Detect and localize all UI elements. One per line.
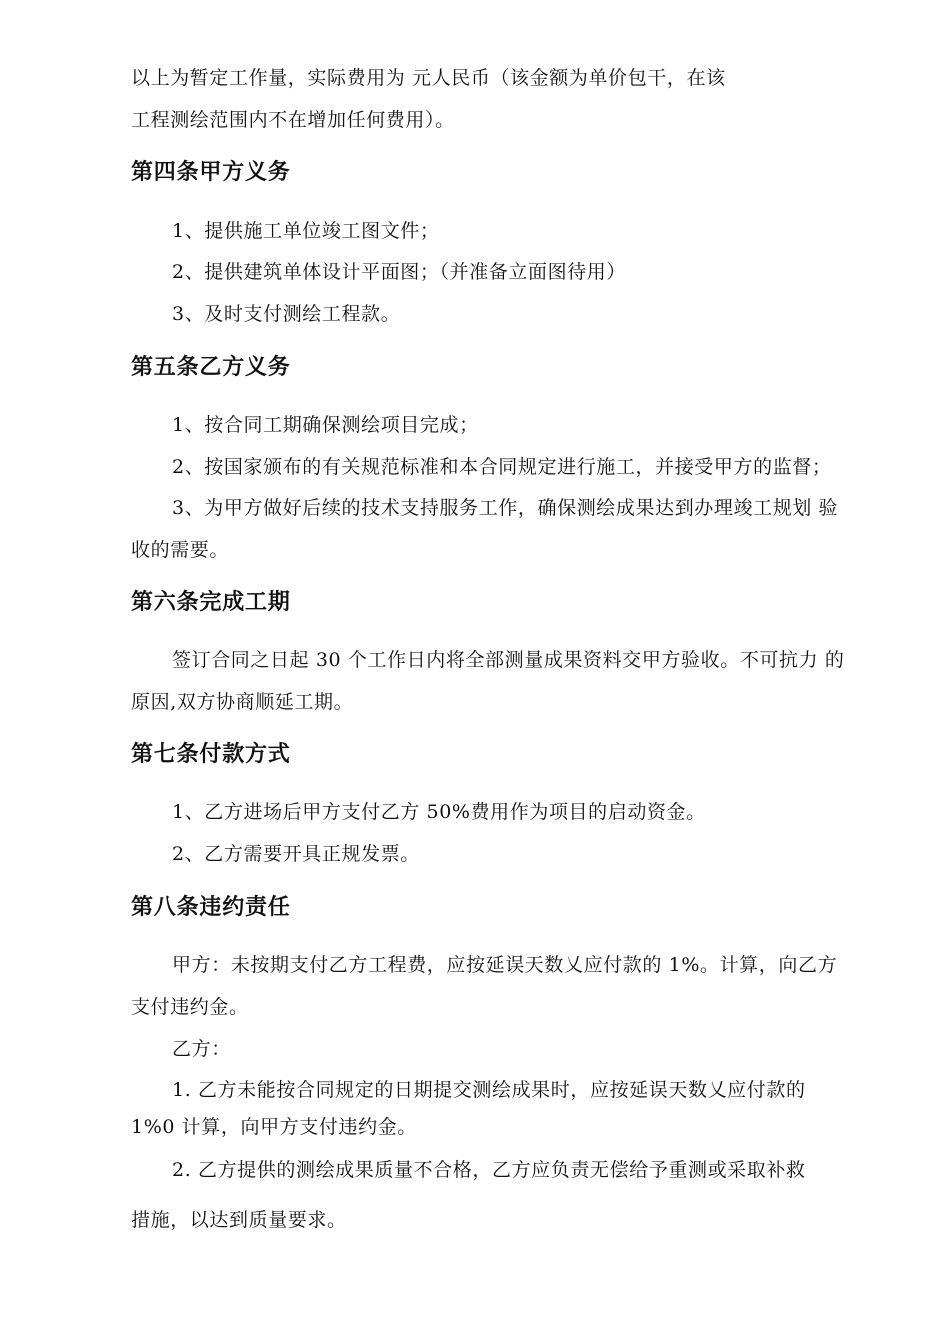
article-8-line-3: 乙方： xyxy=(172,1038,231,1060)
intro-line-2: 工程测绘范围内不在增加任何费用）。 xyxy=(131,109,455,131)
article-8-line-4: 1. 乙方未能按合同规定的日期提交测绘成果时，应按延误天数乂应付款的 xyxy=(172,1079,806,1101)
article-5-item-3-cont: 收的需要。 xyxy=(131,539,230,561)
intro-line-1: 以上为暂定工作量，实际费用为 元人民币（该金额为单价包干，在该 xyxy=(131,67,726,89)
article-8-line-2: 支付违约金。 xyxy=(131,996,249,1018)
article-5-item-1: 1、按合同工期确保测绘项目完成； xyxy=(172,414,479,436)
article-8-heading: 第八条违约责任 xyxy=(131,895,291,920)
article-6-line-2: 原因,双方协商顺延工期。 xyxy=(131,691,354,713)
article-7-item-2: 2、乙方需要开具正规发票。 xyxy=(172,843,420,865)
article-4-item-1: 1、提供施工单位竣工图文件； xyxy=(172,220,440,242)
article-8-line-5: 1%0 计算，向甲方支付违约金。 xyxy=(131,1116,417,1138)
article-6-heading: 第六条完成工期 xyxy=(131,590,291,615)
article-8-line-1: 甲方：未按期支付乙方工程费，应按延误天数乂应付款的 1%。计算，向乙方 xyxy=(172,954,838,976)
article-5-item-3: 3、为甲方做好后续的技术支持服务工作，确保测绘成果达到办理竣工规划 验 xyxy=(172,497,839,519)
article-4-item-3: 3、及时支付测绘工程款。 xyxy=(172,303,401,325)
article-5-item-2: 2、按国家颁布的有关规范标准和本合同规定进行施工，并接受甲方的监督； xyxy=(172,456,832,478)
article-8-line-7: 措施，以达到质量要求。 xyxy=(131,1209,347,1231)
article-4-item-2: 2、提供建筑单体设计平面图；（并准备立面图待用） xyxy=(172,261,626,283)
article-4-heading: 第四条甲方义务 xyxy=(131,160,291,185)
article-8-line-6: 2. 乙方提供的测绘成果质量不合格，乙方应负责无偿给予重测或采取补救 xyxy=(172,1159,806,1181)
article-5-heading: 第五条乙方义务 xyxy=(131,355,291,380)
article-7-heading: 第七条付款方式 xyxy=(131,742,291,767)
article-7-item-1: 1、乙方进场后甲方支付乙方 50%费用作为项目的启动资金。 xyxy=(172,801,706,823)
article-6-line-1: 签订合同之日起 30 个工作日内将全部测量成果资料交甲方验收。不可抗力 的 xyxy=(172,649,845,671)
